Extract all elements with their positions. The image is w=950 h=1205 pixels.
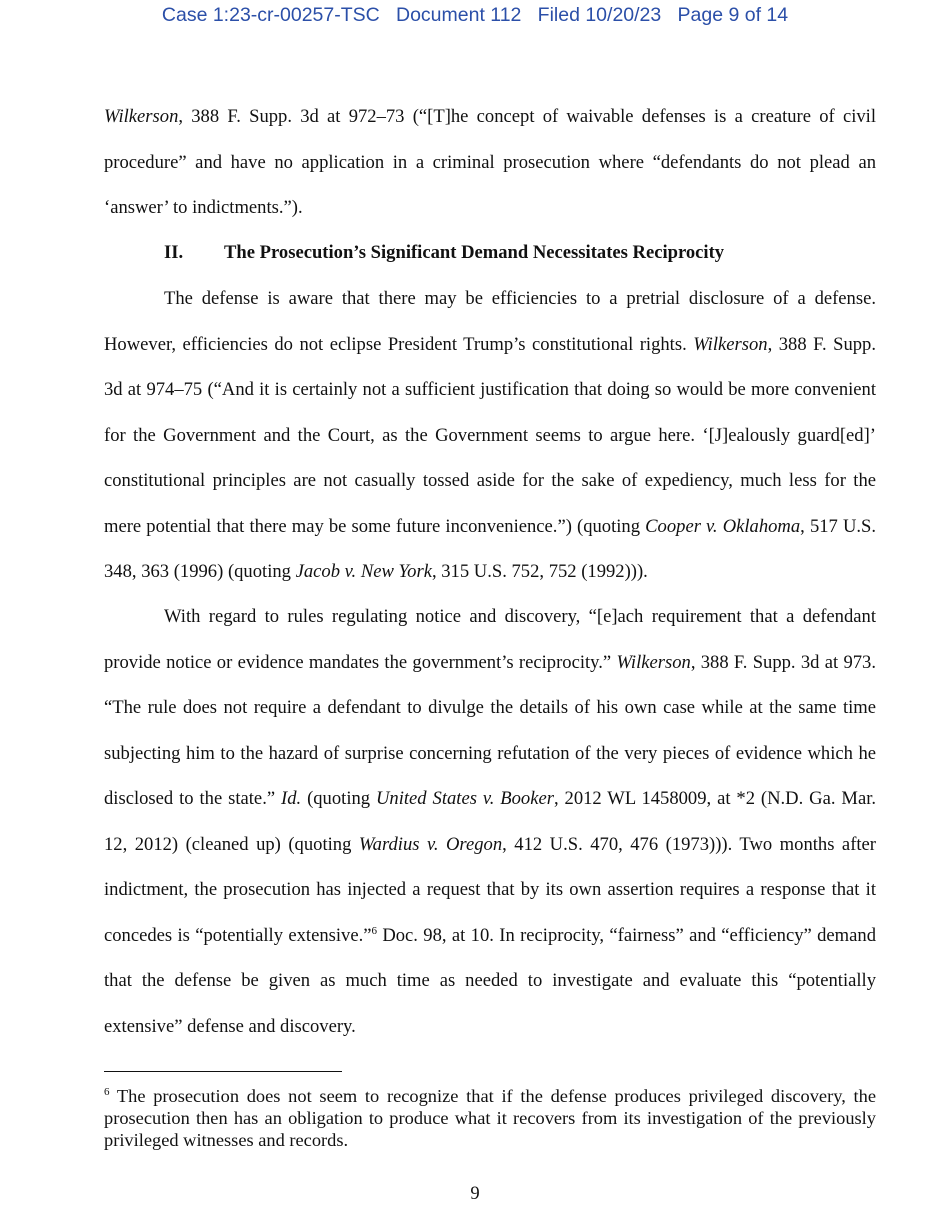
page-indicator: Page 9 of 14: [677, 4, 789, 26]
section-title: The Prosecution’s Significant Demand Necessitates Reciprocity: [224, 242, 725, 263]
footnote-number: 6: [104, 1086, 110, 1098]
citation-italic: Cooper v. Oklahoma: [645, 515, 801, 537]
paragraph-text: (quoting: [301, 788, 376, 809]
paragraph-text: , 388 F. Supp. 3d at 974–75 (“And it is certainly not a sufficient justification that doing so would be more convenient for the Government and the Court, as the Government seems to argue here. ‘[J]ealously guard[ed]’ constitutional principles are not casually tossed aside for the sake of expediency, much less for the mere potential that there may be some future inconvenience.”) (quoting: [104, 333, 876, 537]
citation-italic: Wilkerson: [616, 651, 691, 673]
paragraph-2: [104, 276, 876, 595]
paragraph-text: , 412 U.S. 470, 476 (1973))). Two months after indictment, the prosecution has injected a request that by its own assertion requires a response that it concedes is “potentially extensive.”: [104, 833, 876, 946]
paragraph-text: , 517 U.S. 348, 363 (1996) (quoting: [104, 515, 877, 582]
citation-italic: Wilkerson: [693, 333, 768, 355]
section-number: II.: [164, 242, 184, 263]
paragraph-1: [104, 94, 876, 231]
paragraph-text: , 388 F. Supp. 3d at 972–73 (“[T]he concept of waivable defenses is a creature of civil procedure” and have no application in a criminal prosecution where “defendants do not plead an ‘answer’ to indictments.”).: [104, 106, 876, 218]
filed-date: Filed 10/20/23: [537, 4, 662, 26]
paragraph-text: Doc. 98, at 10. In reciprocity, “fairness” and “efficiency” demand that the defense be given as much time as needed to investigate and evaluate this “potentially extensive” defense and discovery.: [104, 924, 876, 1037]
paragraph-text: , 388 F. Supp. 3d at 973. “The rule does not require a defendant to divulge the details of his own case while at the same time subjecting him to the hazard of surprise concerning refutation of the very pieces of evidence which he disclosed to the state.”: [104, 651, 876, 809]
paragraph-text: With regard to rules regulating notice and discovery, “[e]ach requirement that a defendant provide notice or evidence mandates the government’s reciprocity.”: [104, 606, 876, 673]
citation-italic: Jacob v. New York: [295, 561, 432, 582]
citation-italic: United States v. Booker: [376, 788, 554, 809]
footnote-text: The prosecution does not seem to recognize that if the defense produces privileged discovery, the prosecution then has an obligation to produce what it recovers from its investigation of the previously privileged witnesses and records.: [104, 1086, 876, 1150]
case-number: Case 1:23-cr-00257-TSC: [161, 4, 380, 26]
case-header: [0, 4, 950, 27]
document-number: Document 112: [396, 4, 522, 26]
page-number: 9: [470, 1183, 480, 1204]
paragraph-text: , 2012 WL 1458009, at *2 (N.D. Ga. Mar. 12, 2012) (cleaned up) (quoting: [104, 788, 877, 855]
footnote-divider: [104, 1071, 342, 1072]
paragraph-3: [104, 594, 876, 1049]
footnote-reference: 6: [371, 924, 377, 937]
citation-italic: Wilkerson: [104, 106, 179, 127]
section-heading: [164, 230, 724, 276]
footnote: [104, 1085, 876, 1151]
citation-italic: Id.: [281, 788, 302, 809]
paragraph-text: The defense is aware that there may be efficiencies to a pretrial disclosure of a defense. However, efficiencies do not eclipse President Trump’s constitutional rights.: [104, 288, 876, 355]
citation-italic: Wardius v. Oregon: [358, 833, 503, 855]
paragraph-text: , 315 U.S. 752, 752 (1992))).: [431, 561, 648, 582]
